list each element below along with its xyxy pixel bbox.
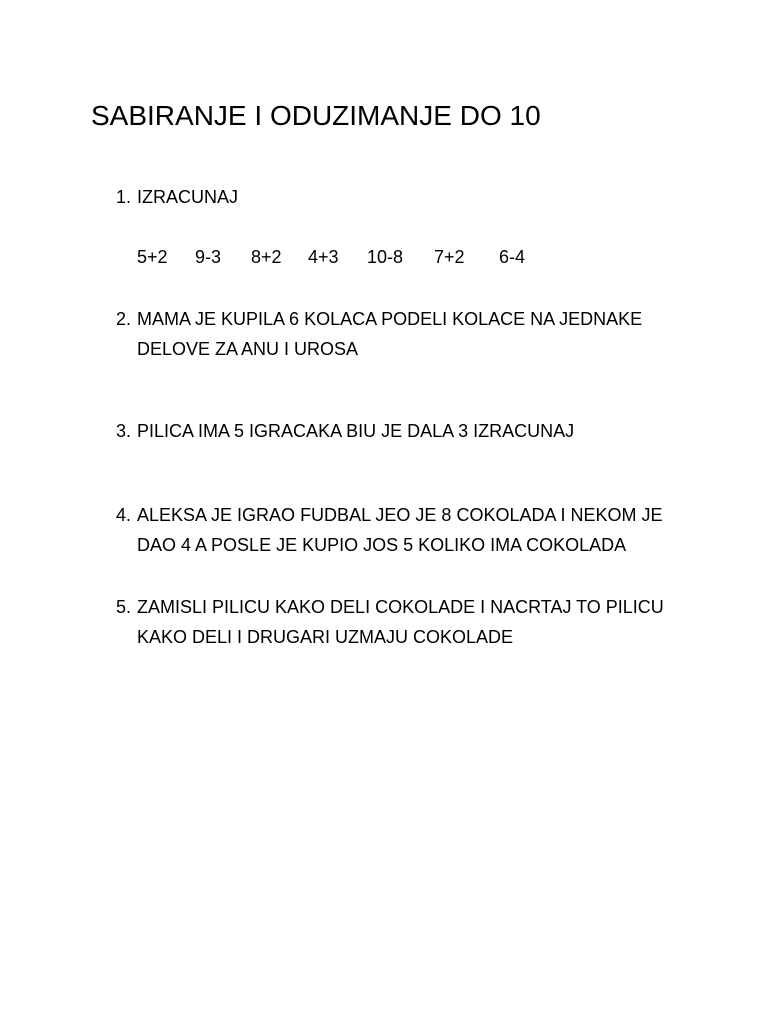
arithmetic-problems — [137, 242, 539, 272]
item-line: MAMA JE KUPILA 6 KOLACA PODELI KOLACE NA JEDNAKE — [137, 309, 643, 329]
item-number: 5. — [116, 597, 132, 617]
item-number: 4. — [116, 505, 132, 525]
problem: 10-8 — [367, 247, 404, 267]
item-line: KAKO DELI I DRUGARI UZMAJU COKOLADE — [137, 627, 514, 647]
item-text — [137, 304, 696, 364]
item-line: ALEKSA JE IGRAO FUDBAL JEO JE 8 COKOLADA I NEKOM JE — [137, 505, 663, 525]
item-number: 2. — [116, 309, 132, 329]
item-number: 3. — [116, 421, 132, 441]
problem: 8+2 — [251, 247, 282, 267]
page-title: SABIRANJE I ODUZIMANJE DO 10 — [91, 100, 541, 131]
item-text — [137, 592, 696, 652]
problem: 9-3 — [195, 247, 222, 267]
list-item-3 — [116, 416, 696, 446]
item-text — [137, 500, 696, 560]
item-number: 1. — [116, 187, 132, 207]
problem: 4+3 — [308, 247, 339, 267]
problem: 6-4 — [499, 247, 526, 267]
item-line: DAO 4 A POSLE JE KUPIO JOS 5 KOLIKO IMA COKOLADA — [137, 535, 627, 555]
list-item-5 — [116, 592, 696, 652]
list-item-1 — [116, 182, 696, 212]
item-line: PILICA IMA 5 IGRACAKA BIU JE DALA 3 IZRACUNAJ — [137, 421, 575, 441]
item-text — [137, 182, 696, 212]
list-item-2 — [116, 304, 696, 364]
problem: 5+2 — [137, 247, 168, 267]
item-line: ZAMISLI PILICU KAKO DELI COKOLADE I NACRTAJ TO PILICU — [137, 597, 664, 617]
list-item-4 — [116, 500, 696, 560]
problem: 7+2 — [434, 247, 465, 267]
item-text — [137, 416, 696, 446]
item-line: IZRACUNAJ — [137, 187, 239, 207]
item-line: DELOVE ZA ANU I UROSA — [137, 339, 359, 359]
